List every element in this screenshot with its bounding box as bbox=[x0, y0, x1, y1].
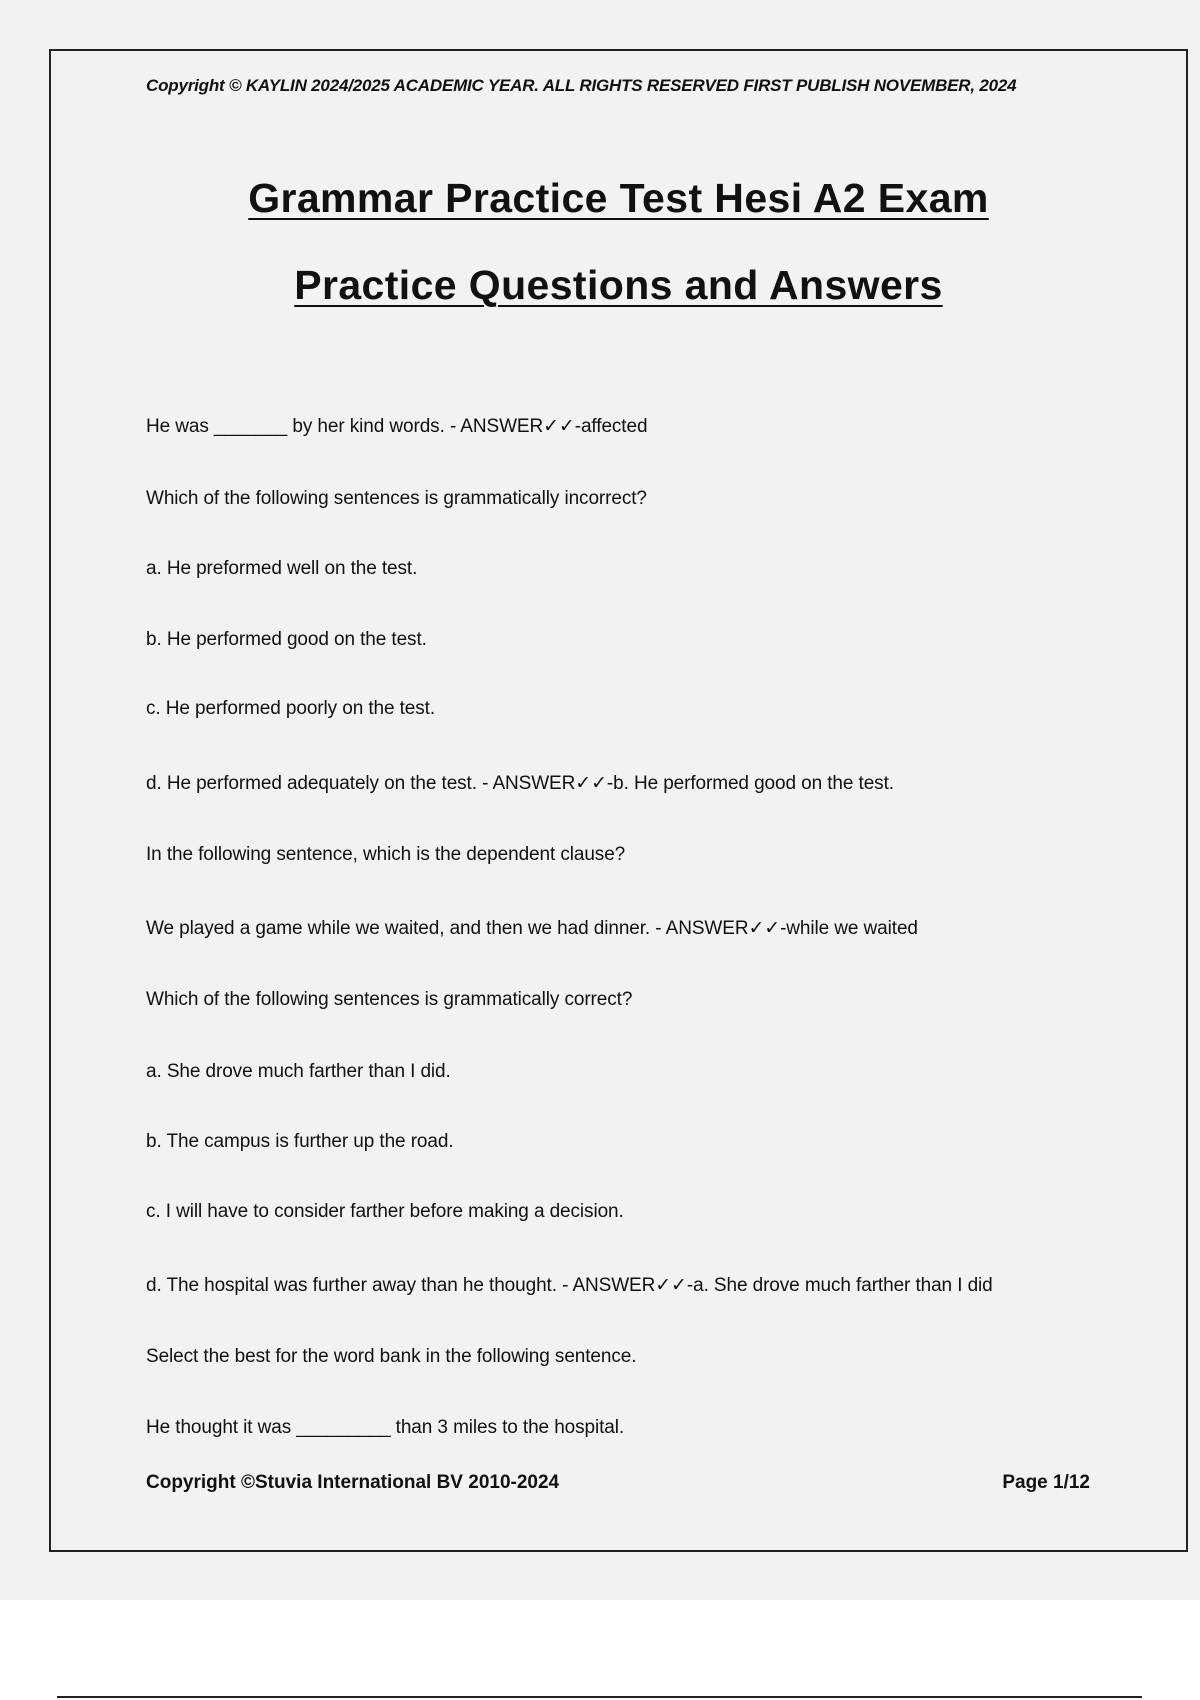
question-2-option-c: c. He performed poorly on the test. bbox=[146, 698, 436, 719]
title-line-1 bbox=[51, 175, 1186, 222]
question-2-option-a: a. He preformed well on the test. bbox=[146, 558, 418, 579]
title-text-2: Practice Questions and Answers bbox=[294, 262, 943, 308]
question-5-sentence: He thought it was _________ than 3 miles to the hospital. bbox=[146, 1417, 625, 1438]
question-4-option-d-answer: d. The hospital was further away than he thought. - ANSWER✓✓-a. She drove much farther than I did bbox=[146, 1275, 993, 1296]
header-copyright: Copyright © KAYLIN 2024/2025 ACADEMIC YEAR. ALL RIGHTS RESERVED FIRST PUBLISH NOVEMBER, 2024 bbox=[146, 76, 1017, 95]
question-4-option-b: b. The campus is further up the road. bbox=[146, 1131, 454, 1152]
title-text-1: Grammar Practice Test Hesi A2 Exam bbox=[248, 175, 989, 221]
question-5-prompt: Select the best for the word bank in the following sentence. bbox=[146, 1346, 637, 1367]
question-2-option-b: b. He performed good on the test. bbox=[146, 629, 427, 650]
question-4-option-c: c. I will have to consider farther before making a decision. bbox=[146, 1201, 624, 1222]
next-page-divider bbox=[57, 1696, 1142, 1698]
question-1-line: He was _______ by her kind words. - ANSWER✓✓-affected bbox=[146, 416, 648, 437]
page-number: Page 1/12 bbox=[1002, 1472, 1090, 1493]
question-2-prompt: Which of the following sentences is grammatically incorrect? bbox=[146, 488, 647, 509]
question-4-option-a: a. She drove much farther than I did. bbox=[146, 1061, 451, 1082]
question-2-option-d-answer: d. He performed adequately on the test. - ANSWER✓✓-b. He performed good on the test. bbox=[146, 773, 894, 794]
question-3-prompt: In the following sentence, which is the dependent clause? bbox=[146, 844, 626, 865]
footer-copyright: Copyright ©Stuvia International BV 2010-2024 bbox=[146, 1472, 560, 1493]
question-4-prompt: Which of the following sentences is grammatically correct? bbox=[146, 989, 633, 1010]
title-line-2 bbox=[51, 262, 1186, 309]
question-3-sentence-answer: We played a game while we waited, and then we had dinner. - ANSWER✓✓-while we waited bbox=[146, 918, 918, 939]
document-page bbox=[49, 49, 1188, 1552]
